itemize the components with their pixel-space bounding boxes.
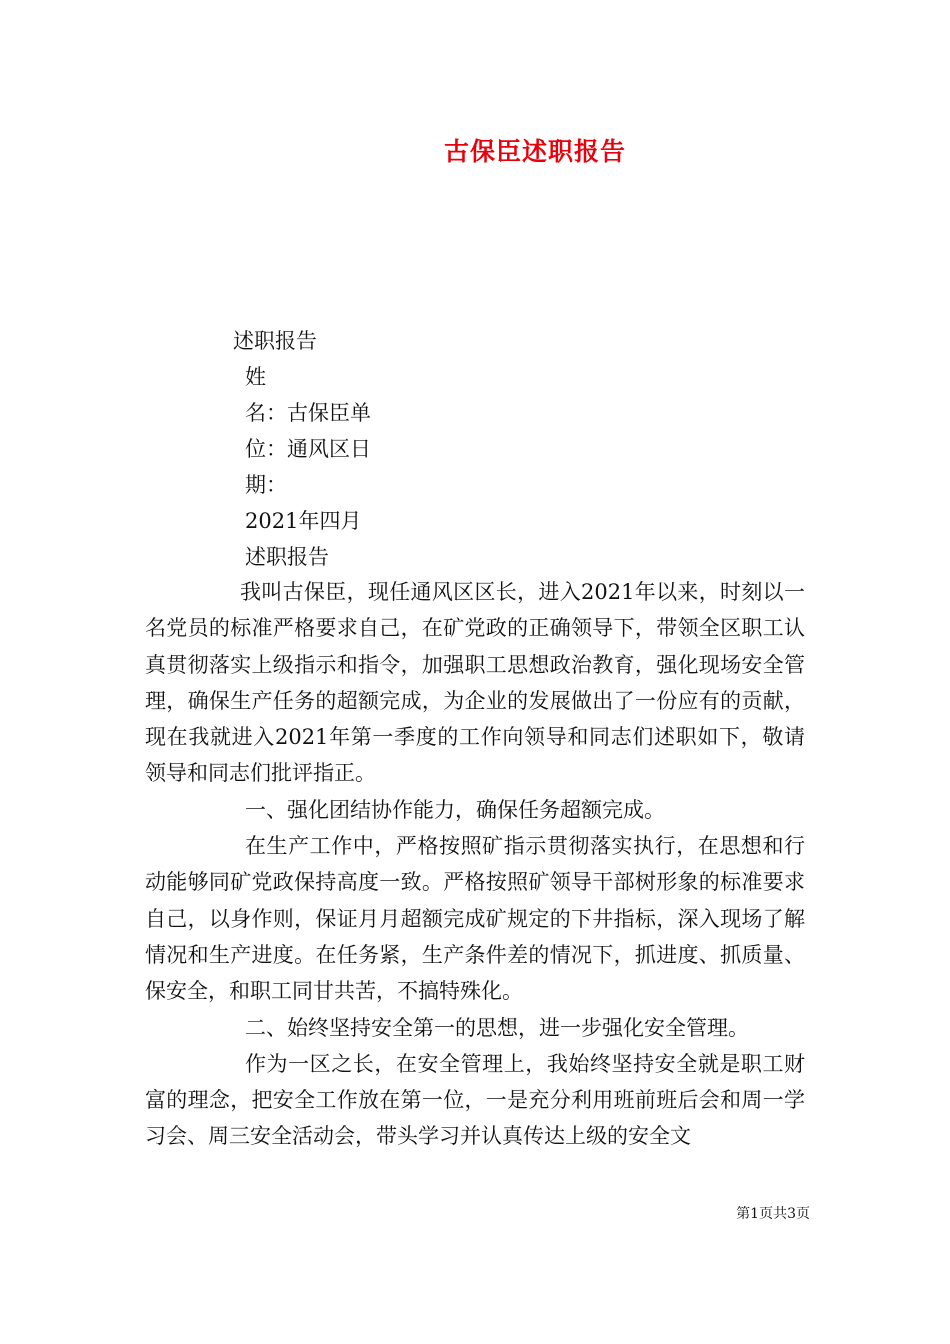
header-line-3: 名：古保臣单 [245,401,371,425]
header-line-1: 述职报告 [233,329,317,353]
paragraph-2: 在生产工作中，严格按照矿指示贯彻落实执行，在思想和行动能够同矿党政保持高度一致。严格按照矿领导干部树形象的标准要求自己，以身作则，保证月月超额完成矿规定的下井指标，深入现场了解情况和生产进度。在任务紧，生产条件差的情况下，抓进度、抓质量、保安全，和职工同甘共苦，不搞特殊化。 [145,834,805,1004]
section-heading-2: 二、始终坚持安全第一的思想，进一步强化安全管理。 [245,1015,749,1040]
header-line-6: 2021年四月 [245,509,362,533]
section-heading-1: 一、强化团结协作能力，确保任务超额完成。 [245,797,665,822]
paragraph-3: 作为一区之长，在安全管理上，我始终坚持安全就是职工财富的理念，把安全工作放在第一位，一是充分利用班前班后会和周一学习会、周三安全活动会，带头学习并认真传达上级的安全文 [145,1051,805,1149]
document-title: 古保臣述职报告 [443,137,626,166]
header-line-4: 位：通风区日 [245,437,371,461]
body-text [145,574,805,1155]
header-line-7: 述职报告 [245,545,329,569]
paragraph-1: 我叫古保臣，现任通风区区长，进入2021年以来，时刻以一名党员的标准严格要求自己，在矿党政的正确领导下，带领全区职工认真贯彻落实上级指示和指令，加强职工思想政治教育，强化现场安全管理，确保生产任务的超额完成，为企业的发展做出了一份应有的贡献，现在我就进入2021年第一季度的工作向领导和同志们述职如下，敬请领导和同志们批评指正。 [145,580,805,786]
header-line-5: 期： [245,473,287,497]
page-footer: 第1页共3页 [736,1206,810,1222]
header-line-2: 姓 [245,365,266,389]
